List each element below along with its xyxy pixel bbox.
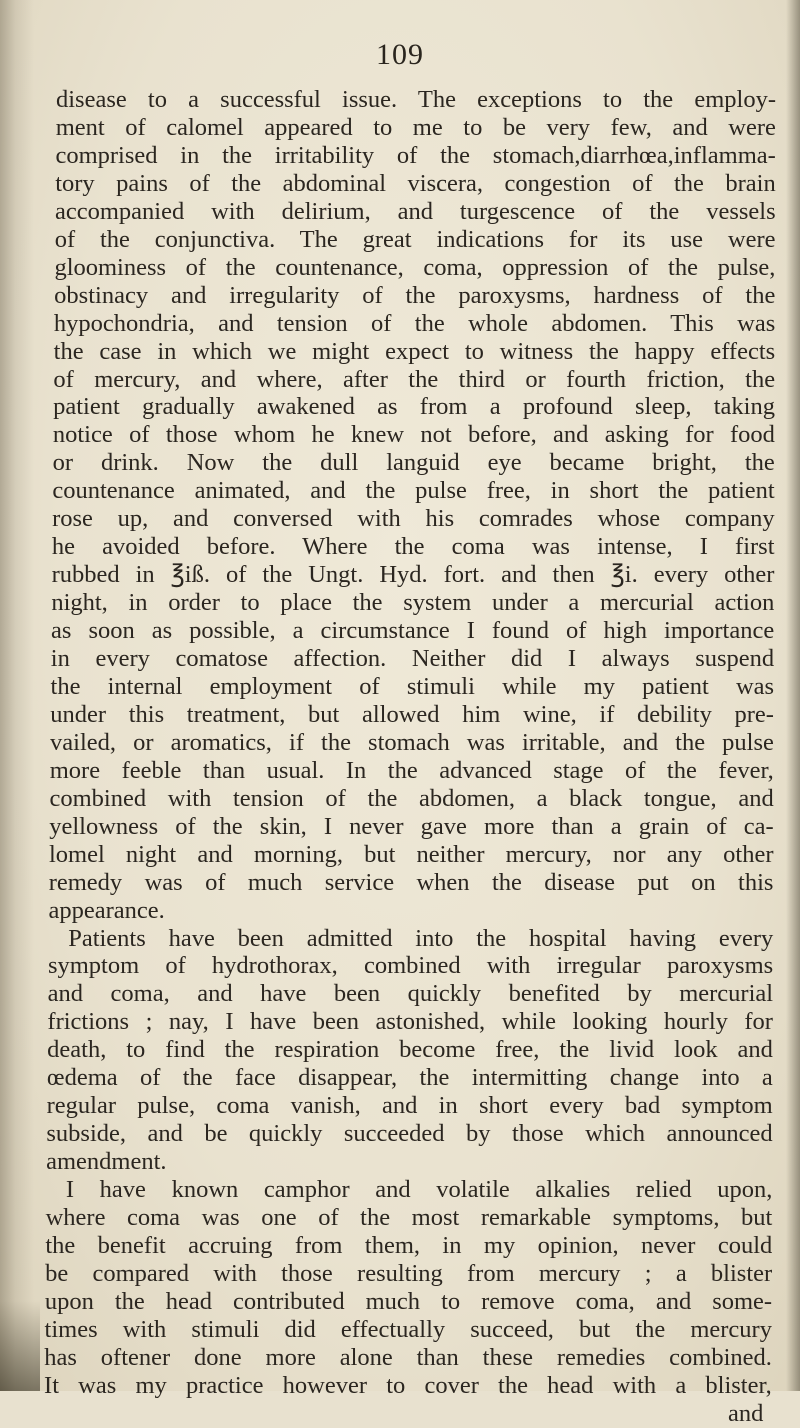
text-line: patient gradually awakened as from a profound sleep, taking xyxy=(53,393,775,421)
text-line: of the conjunctiva. The great indications for its use were xyxy=(54,225,776,253)
text-line: death, to find the respiration become free, the livid look and xyxy=(47,1036,773,1064)
text-line: remedy was of much service when the disease put on this xyxy=(48,868,774,896)
text-line: It was my practice however to cover the head with a blister, xyxy=(44,1371,772,1399)
text-line: where coma was one of the most remarkable symptoms, but xyxy=(45,1204,773,1231)
text-line: appearance. xyxy=(48,896,165,924)
catchword: and xyxy=(728,1399,764,1427)
page-number: 109 xyxy=(376,38,424,71)
text-line: more feeble than usual. In the advanced stage of the fever, xyxy=(49,756,774,784)
text-line: or drink. Now the dull languid eye became bright, the xyxy=(52,449,775,477)
text-line: be compared with those resulting from mercury ; a blister xyxy=(45,1259,773,1287)
text-line: yellowness of the skin, I never gave more than a grain of ca- xyxy=(49,812,774,840)
text-line: rubbed in ℥iß. of the Ungt. Hyd. fort. and then ℥i. every other xyxy=(51,561,775,589)
text-line: night, in order to place the system under a mercurial action xyxy=(51,589,775,617)
text-line: frictions ; nay, I have been astonished, while looking hourly for xyxy=(47,1008,773,1036)
text-line: regular pulse, coma vanish, and in short every bad symptom xyxy=(46,1092,773,1120)
text-line: combined with tension of the abdomen, a black tongue, and xyxy=(49,784,774,812)
text-line: rose up, and conversed with his comrades whose company xyxy=(52,505,775,533)
text-line: in every comatose affection. Neither did I always suspend xyxy=(50,645,775,672)
text-line: has oftener done more alone than these remedies combined. xyxy=(44,1343,772,1371)
text-line: the benefit accruing from them, in my opinion, never could xyxy=(45,1231,773,1259)
text-line: the case in which we might expect to witness the happy effects xyxy=(53,337,776,365)
text-line: accompanied with delirium, and turgescence of the vessels xyxy=(54,197,776,225)
text-line: disease to a successful issue. The exceptions to the employ- xyxy=(56,86,776,113)
text-line: notice of those whom he knew not before, and asking for food xyxy=(52,421,775,449)
text-line: he avoided before. Where the coma was intense, I first xyxy=(51,533,775,561)
text-line: countenance animated, and the pulse free, in short the patient xyxy=(52,477,775,505)
text-line: as soon as possible, a circumstance I found of high importance xyxy=(51,617,775,645)
text-line: symptom of hydrothorax, combined with irregular paroxysms xyxy=(47,952,774,980)
page-edge-shadow xyxy=(786,0,800,1391)
text-line: obstinacy and irregularity of the paroxysms, hardness of the xyxy=(54,281,776,309)
text-line: vailed, or aromatics, if the stomach was irritable, and the pulse xyxy=(50,728,774,756)
text-line: Patients have been admitted into the hospital having every xyxy=(68,924,774,952)
text-line: ment of calomel appeared to me to be very few, and were xyxy=(55,113,776,141)
text-line: upon the head contributed much to remove coma, and some- xyxy=(44,1287,773,1315)
text-line: of mercury, and where, after the third or fourth friction, the xyxy=(53,365,776,393)
text-line: subside, and be quickly succeeded by those which announced xyxy=(46,1120,773,1148)
text-line: the internal employment of stimuli while my patient was xyxy=(50,672,775,700)
text-line: gloominess of the countenance, coma, oppression of the pulse, xyxy=(54,253,776,281)
text-line: tory pains of the abdominal viscera, congestion of the brain xyxy=(55,169,776,197)
text-line: comprised in the irritability of the stomach,diarrhœa,inflamma- xyxy=(55,141,776,169)
text-line: and coma, and have been quickly benefited by mercurial xyxy=(47,980,774,1008)
spine-shadow xyxy=(0,0,34,1391)
text-line: lomel night and morning, but neither mercury, nor any other xyxy=(48,840,774,868)
corner-stain xyxy=(0,1301,40,1391)
text-line: amendment. xyxy=(46,1148,167,1176)
text-line: I have known camphor and volatile alkalies relied upon, xyxy=(65,1176,773,1204)
text-line: œdema of the face disappear, the intermitting change into a xyxy=(46,1064,773,1092)
text-line: under this treatment, but allowed him wine, if debility pre- xyxy=(50,700,774,728)
text-line: times with stimuli did effectually succeed, but the mercury xyxy=(44,1315,772,1343)
text-line: hypochondria, and tension of the whole abdomen. This was xyxy=(53,309,776,337)
